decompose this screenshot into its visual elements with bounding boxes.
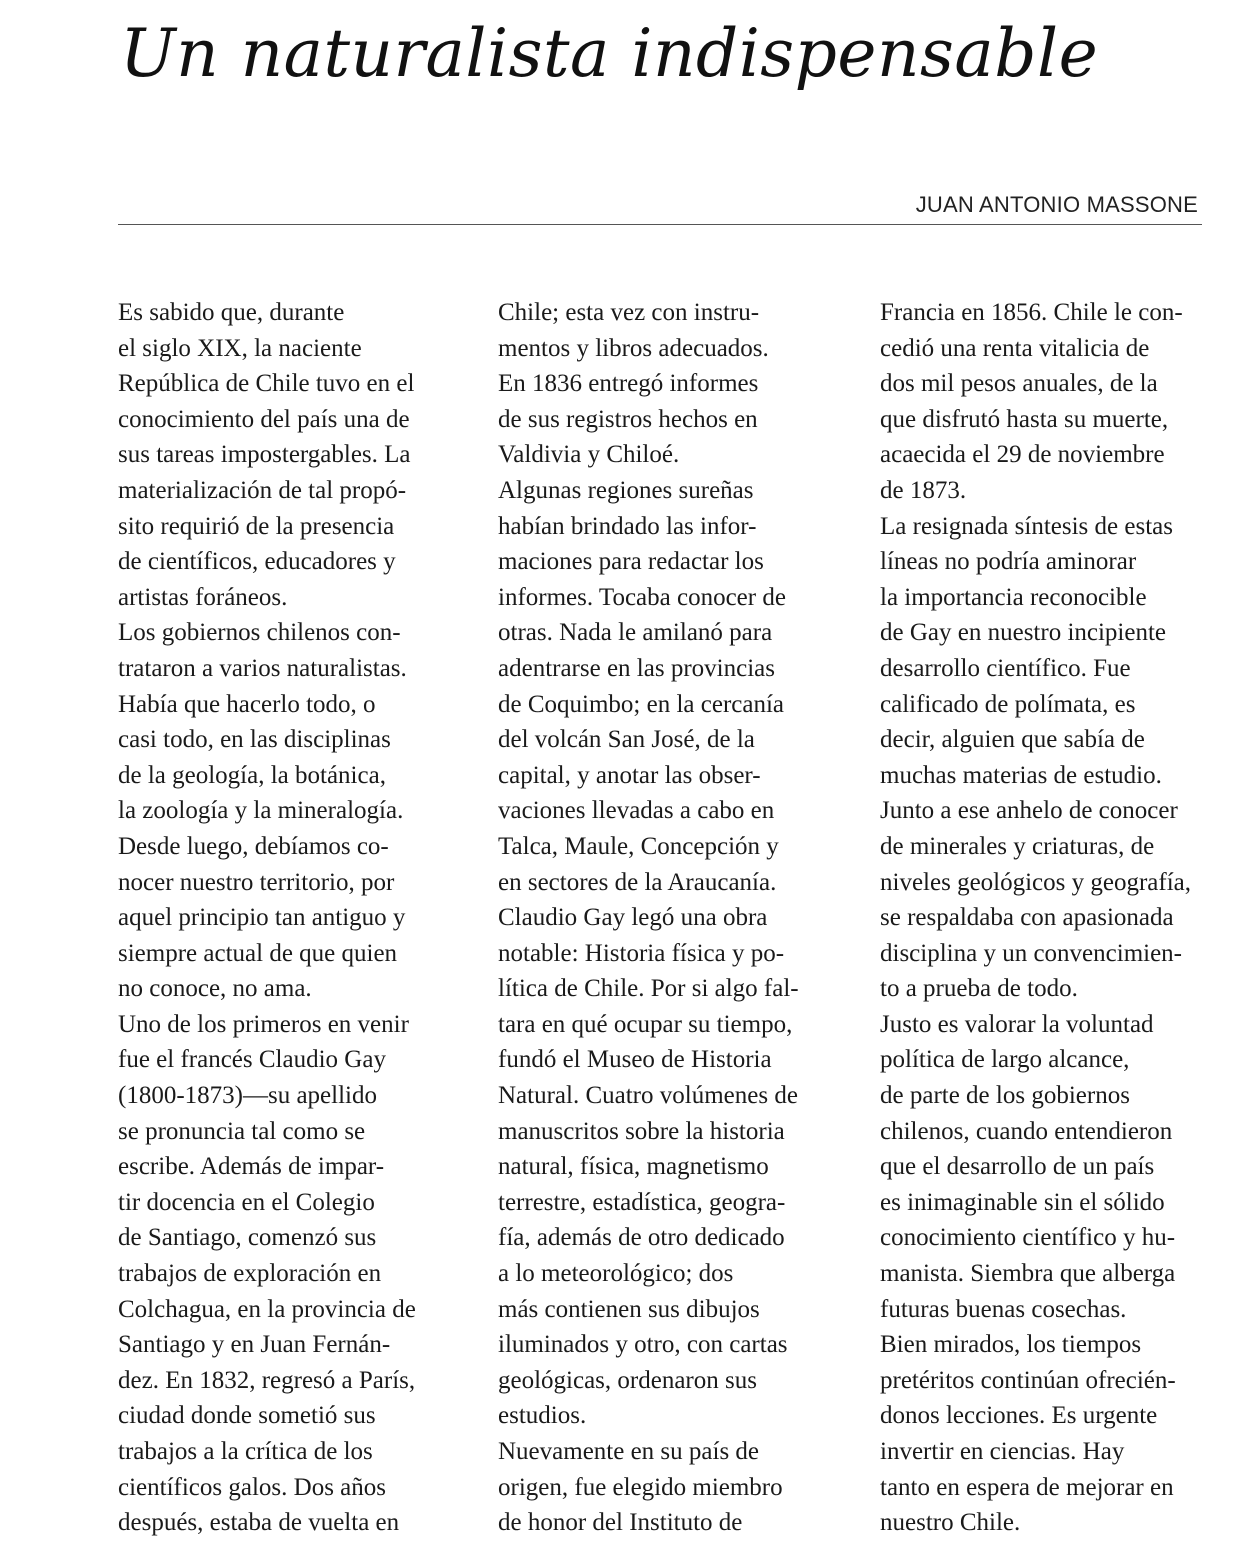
text-line: se pronuncia tal como se [118, 1117, 366, 1145]
text-line: decir, alguien que sabía de [880, 726, 1145, 754]
text-line: desarrollo científico. Fue [880, 654, 1131, 682]
text-line: notable: Historia física y po- [498, 939, 785, 967]
text-line: de Gay en nuestro incipiente [880, 619, 1167, 647]
text-line: se respaldaba con apasionada [880, 904, 1174, 932]
text-line: fue el francés Claudio Gay [118, 1046, 386, 1074]
text-line: terrestre, estadística, geogra- [498, 1188, 786, 1216]
text-line: muchas materias de estudio. [880, 761, 1162, 789]
text-line: dos mil pesos anuales, de la [880, 370, 1158, 398]
text-line: Los gobiernos chilenos con- [118, 619, 401, 647]
text-line: geológicas, ordenaron sus [498, 1366, 757, 1394]
text-line: a lo meteorológico; dos [498, 1260, 734, 1288]
article-title: Un naturalista indispensable [120, 15, 1099, 92]
text-line: disciplina y un convencimien- [880, 939, 1183, 967]
text-line: fía, además de otro dedicado [498, 1224, 785, 1252]
text-line: de honor del Instituto de [498, 1509, 743, 1537]
text-line: Algunas regiones sureñas [498, 476, 754, 504]
text-line: capital, y anotar las obser- [498, 761, 761, 789]
text-line: aquel principio tan antiguo y [118, 904, 406, 932]
text-line: otras. Nada le amilanó para [498, 619, 773, 647]
text-line: de Coquimbo; en la cercanía [498, 690, 784, 718]
text-line: de 1873. [880, 476, 967, 504]
text-line: En 1836 entregó informes [498, 370, 759, 398]
text-line: conocimiento del país una de [118, 405, 410, 433]
text-line: futuras buenas cosechas. [880, 1295, 1127, 1323]
text-line: nocer nuestro territorio, por [118, 868, 395, 896]
text-line: pretéritos continúan ofrecién- [880, 1366, 1176, 1394]
text-line: manuscritos sobre la historia [498, 1117, 785, 1145]
text-line: materialización de tal propó- [118, 476, 407, 504]
text-line: Había que hacerlo todo, o [118, 690, 376, 718]
text-line: del volcán San José, de la [498, 726, 755, 754]
text-line: el siglo XIX, la naciente [118, 334, 362, 362]
text-line: Justo es valorar la voluntad [880, 1010, 1154, 1038]
text-line: trataron a varios naturalistas. [118, 654, 407, 682]
text-line: Francia en 1856. Chile le con- [880, 299, 1183, 326]
text-line: fundó el Museo de Historia [498, 1046, 772, 1074]
text-line: Nuevamente en su país de [498, 1438, 760, 1465]
text-line: chilenos, cuando entendieron [880, 1117, 1173, 1145]
text-line: después, estaba de vuelta en [118, 1509, 400, 1537]
text-line: nuestro Chile. [880, 1509, 1021, 1537]
text-line: acaecida el 29 de noviembre [880, 441, 1165, 469]
text-line: de la geología, la botánica, [118, 761, 386, 789]
text-line: en sectores de la Araucanía. [498, 868, 777, 896]
text-line: que el desarrollo de un país [880, 1153, 1155, 1181]
text-line: iluminados y otro, con cartas [498, 1331, 788, 1359]
text-line: adentrarse en las provincias [498, 654, 775, 682]
text-line: Valdivia y Chiloé. [498, 441, 680, 469]
text-column-1 [118, 295, 460, 1541]
text-line: de científicos, educadores y [118, 548, 396, 576]
text-line: vaciones llevadas a cabo en [498, 797, 775, 825]
text-line: to a prueba de todo. [880, 975, 1078, 1003]
text-line: Santiago y en Juan Fernán- [118, 1331, 391, 1359]
text-line: artistas foráneos. [118, 583, 288, 611]
text-line: de minerales y criaturas, de [880, 832, 1155, 860]
text-line: La resignada síntesis de estas [880, 512, 1173, 540]
text-line: trabajos de exploración en [118, 1260, 382, 1288]
text-line: estudios. [498, 1402, 587, 1430]
text-line: es inimaginable sin el sólido [880, 1188, 1165, 1216]
text-line: no conoce, no ama. [118, 975, 312, 1003]
text-line: política de largo alcance, [880, 1046, 1130, 1074]
author-byline: JUAN ANTONIO MASSONE [915, 192, 1198, 217]
text-line: trabajos a la crítica de los [118, 1438, 373, 1465]
text-line: sito requirió de la presencia [118, 512, 395, 540]
text-line: donos lecciones. Es urgente [880, 1402, 1158, 1430]
text-line: Bien mirados, los tiempos [880, 1331, 1142, 1359]
text-line: tanto en espera de mejorar en [880, 1473, 1174, 1501]
text-line: niveles geológicos y geografía, [880, 868, 1192, 896]
text-line: conocimiento científico y hu- [880, 1224, 1176, 1252]
text-column-3 [880, 295, 1225, 1541]
text-line: Natural. Cuatro volúmenes de [498, 1082, 798, 1110]
text-line: escribe. Además de impar- [118, 1153, 385, 1181]
text-line: origen, fue elegido miembro [498, 1473, 783, 1501]
text-line: Desde luego, debíamos co- [118, 832, 389, 860]
text-line: Uno de los primeros en venir [118, 1010, 409, 1038]
text-line: casi todo, en las disciplinas [118, 726, 391, 754]
text-line: tara en qué ocupar su tiempo, [498, 1010, 793, 1038]
text-line: Chile; esta vez con instru- [498, 299, 760, 326]
text-line: Colchagua, en la provincia de [118, 1295, 416, 1323]
text-line: siempre actual de que quien [118, 939, 398, 967]
text-line: mentos y libros adecuados. [498, 334, 769, 362]
text-line: de Santiago, comenzó sus [118, 1224, 377, 1252]
text-line: dez. En 1832, regresó a París, [118, 1366, 416, 1394]
text-line: (1800-1873)—su apellido [118, 1082, 377, 1110]
text-line: Es sabido que, durante [118, 299, 345, 326]
text-line: de sus registros hechos en [498, 405, 758, 433]
text-line: que disfrutó hasta su muerte, [880, 405, 1169, 433]
text-line: natural, física, magnetismo [498, 1153, 769, 1181]
text-line: Junto a ese anhelo de conocer [880, 797, 1178, 825]
text-line: invertir en ciencias. Hay [880, 1438, 1125, 1465]
text-line: lítica de Chile. Por si algo fal- [498, 975, 799, 1003]
text-line: científicos galos. Dos años [118, 1473, 387, 1501]
text-line: informes. Tocaba conocer de [498, 583, 786, 611]
text-line: la zoología y la mineralogía. [118, 797, 404, 825]
text-line: Talca, Maule, Concepción y [498, 832, 779, 860]
text-line: más contienen sus dibujos [498, 1295, 760, 1323]
text-line: calificado de polímata, es [880, 690, 1136, 718]
text-line: ciudad donde sometió sus [118, 1402, 376, 1430]
text-line: líneas no podría aminorar [880, 548, 1137, 576]
text-line: República de Chile tuvo en el [118, 370, 415, 398]
text-line: tir docencia en el Colegio [118, 1188, 375, 1216]
text-line: sus tareas impostergables. La [118, 441, 411, 469]
text-line: cedió una renta vitalicia de [880, 334, 1150, 362]
text-line: la importancia reconocible [880, 583, 1147, 611]
text-line: Claudio Gay legó una obra [498, 904, 768, 932]
text-line: habían brindado las infor- [498, 512, 757, 540]
text-line: de parte de los gobiernos [880, 1082, 1130, 1110]
text-line: maciones para redactar los [498, 548, 764, 576]
header-divider [118, 224, 1202, 225]
text-column-2 [498, 295, 843, 1541]
text-line: manista. Siembra que alberga [880, 1260, 1176, 1288]
